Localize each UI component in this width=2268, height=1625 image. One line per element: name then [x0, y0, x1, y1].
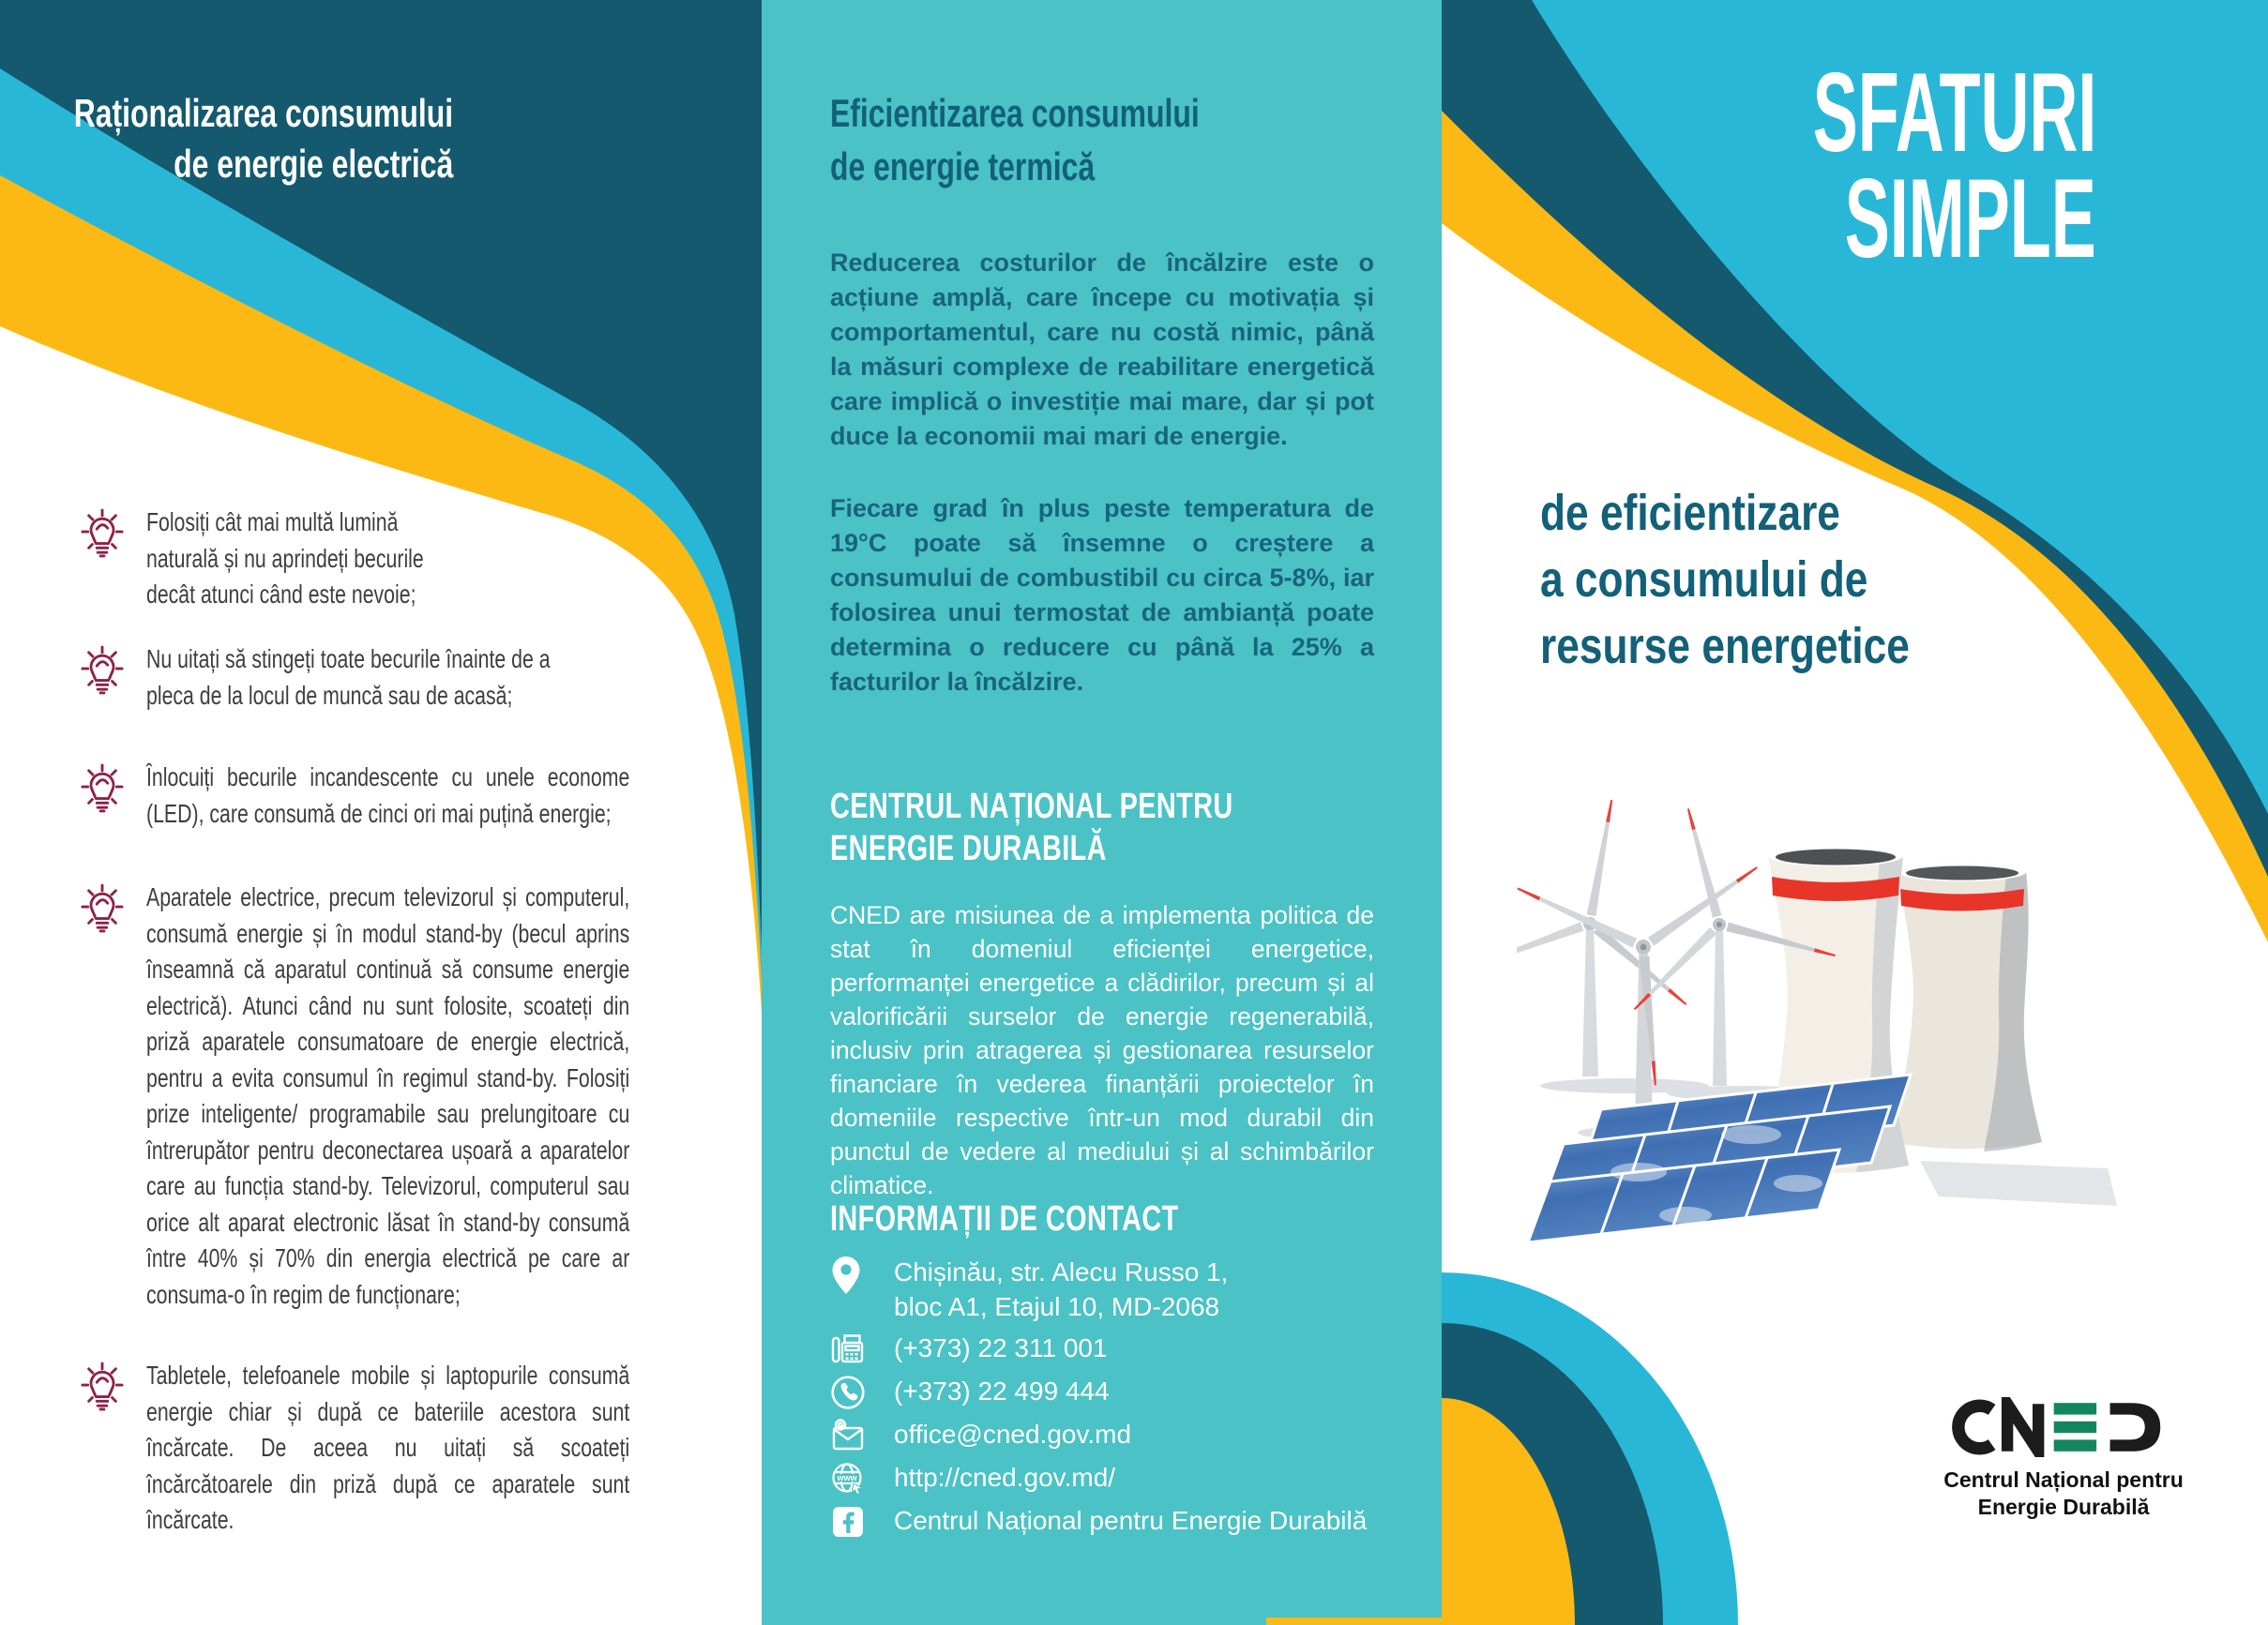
tower-shadow	[1920, 1161, 2117, 1206]
tip-text: Aparatele electrice, precum televizorul și computerul, consumă energie și în modul stand-by (becul aprins înseamnă că aparatul continuă să consume energie electrică). Atunci când nu sunt folosite, scoateți din priză aparatele consumatoare de energie electrică, pentru a evita consumul în regimul stand-by. Folosiți prize inteligente/ programabile sau prelungitoare cu întrerupător pentru deconectarea ușoară a aparatelor care au funcția stand-by. Televizorul, computerul sau orice alt aparat electronic lăsat în stand-by consumă între 40% și 70% din energia electrică pe care ar consuma-o în regim de funcționare;	[146, 882, 630, 1309]
thermal-paragraph-2: Fiecare grad în plus peste temperatura de 19°C poate să însemne o creștere a consumului de combustibil cu circa 5-8%, iar folosirea unui termostat de ambianță poate determina o reducere cu până la 25% a facturilor la încălzire.	[830, 494, 1374, 696]
contact-email[interactable]: office@cned.gov.md	[830, 1417, 1393, 1453]
tip-item	[81, 1358, 782, 1539]
tip-item	[81, 880, 782, 1313]
renewable-energy-illustration	[1517, 767, 2117, 1255]
solar-panels-icon	[1528, 1075, 1911, 1242]
email-icon	[830, 1418, 868, 1453]
org-paragraph: CNED are misiunea de a implementa politica de stat în domeniul eficienței energetice, performanței energetice a clădirilor, precum și al valorificării surselor de energie regenerabilă, inclusiv prin atragerea și gestionarea resurselor financiare în vederea finanțării proiectelor în domeniile respective într-un mod durabil din punctul de vedere al mediului și al schimbărilor climatice.	[830, 901, 1374, 1199]
lightbulb-icon	[81, 506, 124, 561]
cned-logo-icon	[1946, 1397, 2181, 1457]
tip-text: Înlocuiți becurile incandescente cu unele econome (LED), care consumă de cinci ori mai puțină energie;	[146, 762, 630, 828]
tip-text: Nu uitați să stingeți toate becurile înainte de a pleca de la locul de muncă sau de acasă;	[146, 644, 551, 710]
cover-subtitle: de eficientizare a consumului de resurse energetice	[1540, 485, 1910, 674]
contact-list	[830, 1255, 1393, 1546]
left-title: Raționalizarea consumului de energie electrică	[73, 91, 453, 186]
lightbulb-icon	[81, 761, 124, 816]
map-pin-icon	[830, 1256, 868, 1297]
lightbulb-icon	[81, 881, 124, 936]
panel-thermal-info	[762, 0, 1442, 1625]
svg-text:www: www	[837, 1473, 857, 1482]
yellow-accent-strip	[1266, 1617, 1442, 1625]
contact-facebook[interactable]: Centrul Național pentru Energie Durabilă	[830, 1503, 1393, 1540]
panel-electric-tips	[0, 0, 762, 1625]
lightbulb-icon	[81, 1360, 124, 1414]
tip-item	[81, 504, 568, 613]
website-icon	[830, 1461, 868, 1497]
contact-fax: (+373) 22 311 001	[830, 1331, 1393, 1367]
contact-phone: (+373) 22 499 444	[830, 1374, 1393, 1410]
corner-rings	[1442, 1272, 1738, 1625]
logo-org-line2: Energie Durabilă	[1977, 1495, 2150, 1519]
logo-org-line1: Centrul Național pentru	[1943, 1467, 2184, 1492]
contact-website[interactable]: www http://cned.gov.md/	[830, 1460, 1393, 1497]
org-heading: CENTRUL NAȚIONAL PENTRU ENERGIE DURABILĂ	[830, 787, 1233, 868]
cover-badge: SFATURI SIMPLE	[1812, 50, 2096, 281]
lightbulb-icon	[81, 643, 124, 698]
tip-text: Tabletele, telefoanele mobile și laptopurile consumă energie chiar și după ce bateriile acestora sunt încărcate. De aceea nu uitați să scoateți încărcătoarele din priză după ce aparatele sunt încărcate.	[146, 1361, 630, 1534]
fax-icon	[830, 1332, 868, 1367]
phone-icon	[830, 1375, 868, 1410]
middle-title: Eficientizarea consumului de energie termică	[830, 91, 1200, 188]
tip-text: Folosiți cât mai multă lumină naturală și nu aprindeți becurile decât atunci când este nevoie;	[146, 507, 424, 609]
facebook-icon	[830, 1504, 868, 1540]
tip-item	[81, 760, 782, 832]
thermal-paragraph-1: Reducerea costurilor de încălzire este o acțiune amplă, care începe cu motivația și comportamentul, care nu costă nimic, până la măsuri complexe de reabilitare energetică care implică o investiție mai mare, dar și pot duce la economii mai mari de energie.	[830, 248, 1374, 450]
cned-logo	[1909, 1397, 2218, 1521]
panel-cover	[1442, 0, 2268, 1625]
contact-heading: INFORMAȚII DE CONTACT	[830, 1199, 1179, 1239]
contact-address: Chișinău, str. Alecu Russo 1, bloc A1, Etajul 10, MD-2068	[830, 1255, 1393, 1324]
tip-item	[81, 641, 728, 714]
